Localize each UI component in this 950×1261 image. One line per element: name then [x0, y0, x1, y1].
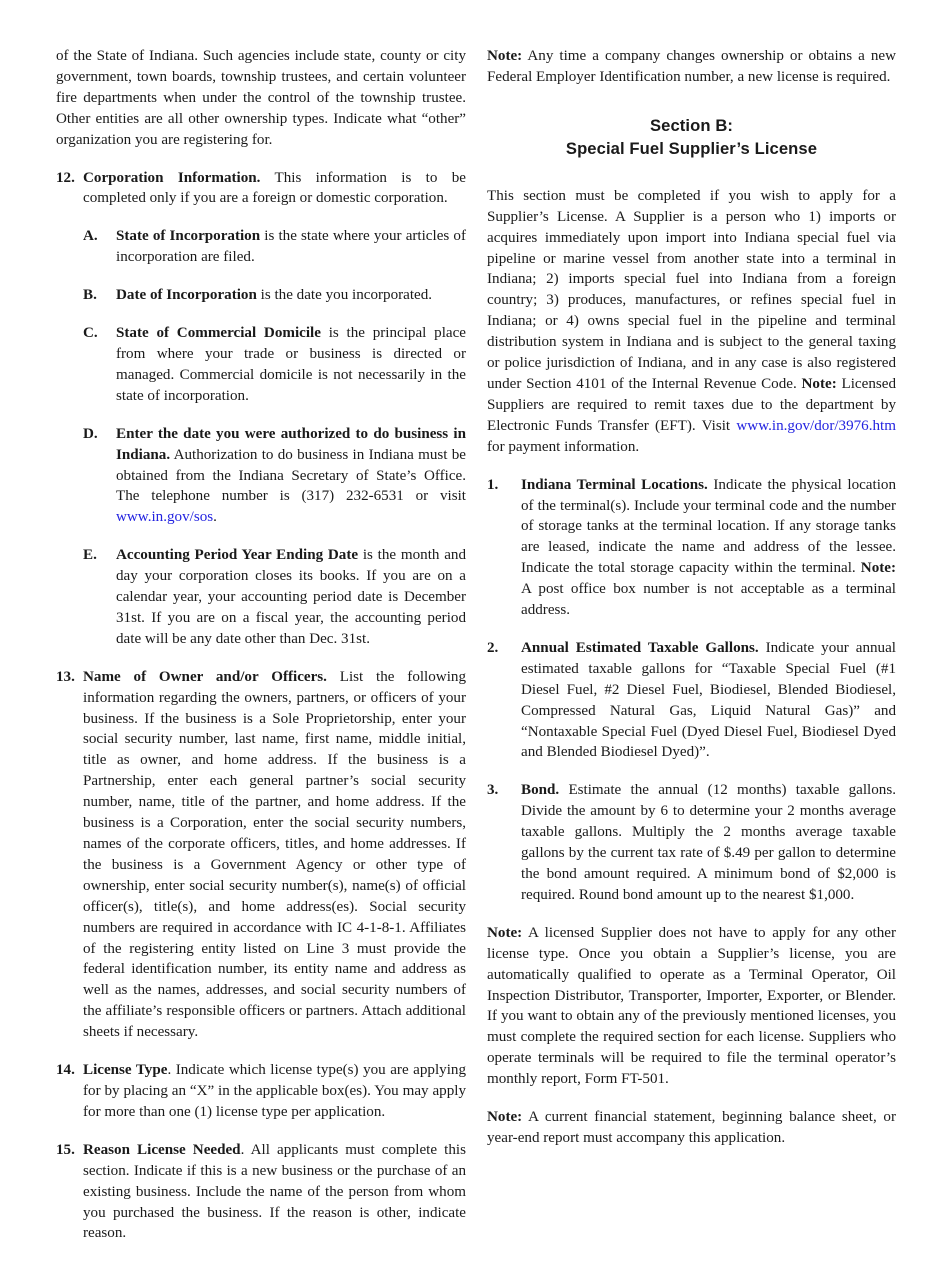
note-label: Note: [487, 48, 523, 64]
note-label: Note: [487, 1109, 523, 1126]
continued-paragraph: of the State of Indiana. Such agencies include state, county or city government, town boards, township trustees, and certain volunteer fire departments when under the control of the township trustee. Other entities are all other ownership types. Indicate what “other” organization you are registering for. [56, 48, 466, 148]
list-item-title: Enter the date you were authorized to do business in Indiana. [116, 425, 466, 463]
list-marker: 2. [487, 639, 499, 656]
list-marker: 13. [56, 668, 75, 685]
list-item-title: Corporation Information. [83, 169, 261, 186]
list-item-text: is the state where your articles of incorporation are filed. [116, 228, 466, 266]
list-marker: B. [83, 287, 97, 304]
list-item-text: is the month and day your corporation closes its books. If you are on a calendar year, your accounting period date is December 31st. If you are on a fiscal year, the accounting period date will be any date other than Dec. 31st. [116, 547, 466, 647]
list-item-text: is the date you incorporated. [256, 287, 433, 304]
list-item-text: . All applicants must complete this section. Indicate if this is a new business or the purchase of an existing business. Include the name of the person from whom you purchased the business. If the reason is other, indicate reason. [83, 1141, 466, 1242]
list-item-title: Indiana Terminal Locations. [521, 476, 708, 493]
list-marker: 3. [487, 782, 499, 799]
list-item-body [83, 168, 466, 210]
note-supplier [487, 923, 896, 1090]
list-item-body [116, 285, 466, 306]
list-item-text: is the principal place from where your trade or business is directed or managed. Commercial domicile is not necessarily in the state of incorporation. [116, 325, 466, 404]
list-item-title: License Type [83, 1062, 168, 1079]
section-heading-line2: Special Fuel Supplier’s License [565, 138, 818, 158]
list-item-b1 [487, 475, 896, 621]
list-item-title: Accounting Period Year Ending Date [116, 547, 359, 564]
left-column [56, 46, 466, 1261]
section-heading-line1: Section B: [649, 115, 734, 135]
list-marker: 14. [56, 1062, 75, 1079]
list-item-body [83, 667, 466, 1043]
list-item-title: Reason License Needed [83, 1141, 241, 1158]
list-item-title: Name of Owner and/or Officers. [83, 668, 327, 685]
dor-eft-website-link[interactable]: www.in.gov/dor/3976.htm [736, 417, 896, 434]
list-marker: 1. [487, 476, 499, 493]
list-marker: C. [83, 325, 98, 342]
list-item-title: Annual Estimated Taxable Gallons. [521, 639, 759, 656]
list-item-text-tail: A post office box number is not acceptable as a terminal address. [521, 581, 896, 619]
note-label: Note: [487, 924, 523, 941]
list-marker: E. [83, 547, 97, 564]
list-item-12-b [83, 285, 466, 306]
list-item-b2 [487, 638, 896, 763]
list-item-body [116, 545, 466, 650]
note-text: Any time a company changes ownership or obtains a new Federal Employer Identification number, a new license is required. [487, 48, 896, 85]
list-item-body [83, 1140, 466, 1245]
right-column [487, 46, 896, 1166]
list-item-text: Authorization to do business in Indiana must be obtained from the Indiana Secretary of State’s Office. The telephone number is (317) 232-6531 or visit [116, 446, 466, 505]
intro-text-after-link: for payment information. [487, 438, 640, 455]
list-item-body [521, 780, 896, 905]
list-item-body [83, 1060, 466, 1123]
note-label: Note: [860, 560, 896, 577]
list-item-text: List the following information regarding the owners, partners, or officers of your business. If the business is a Sole Proprietorship, enter your social security number, last name, first name, middle initial, title as owner, and home address. If the business is a Partnership, enter each general partner’s social security number, name, title of the partner, and home address. If the business is a Corporation, enter the social security numbers, names of the corporate officers, titles, and home addresses. If the business is a Government Agency or other type of ownership, enter social security number(s), name(s) of official officer(s), title(s), and home address(es). Social security numbers are required in accordance with IC 4-1-8-1. Affiliates of the registering entity listed on Line 3 must provide the federal identification number, its entity name and address as well as the names, addresses, and social security numbers of the affiliate’s responsible officers or partners. Attach additional sheets if necessary. [83, 668, 466, 1041]
section-b-heading [487, 114, 896, 160]
list-item-body [116, 424, 466, 529]
list-item-text: Indicate your annual estimated taxable gallons for “Taxable Special Fuel (#1 Diesel Fuel, #2 Diesel Fuel, Biodiesel, Blended Biodiesel, Compressed Natural Gas, Liquid Natural Gas)” and “Nontaxable Special Fuel (Dyed Diesel Fuel, Biodiesel Dyed and Blended Biodiesel Dyed)”. [521, 639, 896, 761]
list-item-body [521, 638, 896, 763]
list-item-body [521, 475, 896, 621]
list-item-body [116, 226, 466, 268]
list-marker: D. [83, 425, 98, 442]
list-item-text: Indicate the physical location of the terminal(s). Include your terminal code and the number of storage tanks at the terminal location. If any storage tanks are leased, indicate the name and address of the lessee. Indicate the total storage capacity within the terminal. [521, 476, 896, 577]
note-financial [487, 1107, 896, 1149]
list-item-title: Date of Incorporation [116, 287, 257, 304]
sos-website-link[interactable]: www.in.gov/sos [116, 509, 214, 526]
list-item-13 [56, 667, 466, 1043]
intro-text-after-note: Licensed Suppliers are required to remit taxes due to the department by Electronic Funds Transfer (EFT). Visit [487, 375, 896, 434]
list-marker: A. [83, 228, 98, 245]
list-item-12-e [83, 545, 466, 650]
list-item-12-a [83, 226, 466, 268]
list-item-15 [56, 1140, 466, 1245]
list-item-12-c [83, 323, 466, 407]
note-label: Note: [801, 375, 837, 392]
list-item-text: . Indicate which license type(s) you are applying for by placing an “X” in the applicable box(es). You may apply for more than one (1) license type per application. [83, 1062, 466, 1120]
list-item-12 [56, 168, 466, 210]
list-item-title: Bond. [521, 782, 560, 799]
list-item-b3 [487, 780, 896, 905]
list-item-text: This information is to be completed only if you are a foreign or domestic corporation. [83, 169, 466, 207]
list-item-title: State of Commercial Domicile [116, 325, 321, 342]
note-text: A licensed Supplier does not have to apply for any other license type. Once you obtain a Supplier’s license, you are automatically qualified to operate as a Terminal Operator, Oil Inspection Distributor, Transporter, Importer, Exporter, or Blender. If you want to obtain any of the previously mentioned licenses, you must complete the required section for each license. Suppliers who operate terminals will be required to file the terminal operator’s monthly report, Form FT-501. [487, 924, 896, 1088]
section-b-intro [487, 186, 896, 458]
list-item-text: Estimate the annual (12 months) taxable gallons. Divide the amount by 6 to determine your 2 months average taxable gallons. Multiply the 2 months average taxable gallons by the current tax rate of $.49 per gallon to determine the bond amount required. A minimum bond of $2,000 is required. Round bond amount up to the nearest $1,000. [521, 782, 896, 903]
list-item-body [116, 323, 466, 407]
list-item-14 [56, 1060, 466, 1123]
note-text: A current financial statement, beginning balance sheet, or year-end report must accompany this application. [487, 1109, 896, 1146]
top-note [487, 46, 896, 88]
intro-text-before-note: This section must be completed if you wish to apply for a Supplier’s License. A Supplier is a person who 1) imports or acquires immediately upon import into Indiana special fuel via pipeline or marine vessel from another state into a terminal in Indiana; 2) imports special fuel into Indiana from a foreign country; 3) produces, manufactures, or refines special fuel in Indiana; or 4) owns special fuel in the pipeline and terminal distribution system in Indiana and is subject to the general taxing or police jurisdiction of Indiana, and in any case is also registered under Section 4101 of the Internal Revenue Code. [487, 187, 896, 392]
list-item-text-tail: . [213, 509, 217, 526]
list-item-12-d [83, 424, 466, 529]
list-marker: 15. [56, 1141, 75, 1158]
list-item-title: State of Incorporation [116, 228, 261, 245]
list-marker: 12. [56, 169, 75, 186]
